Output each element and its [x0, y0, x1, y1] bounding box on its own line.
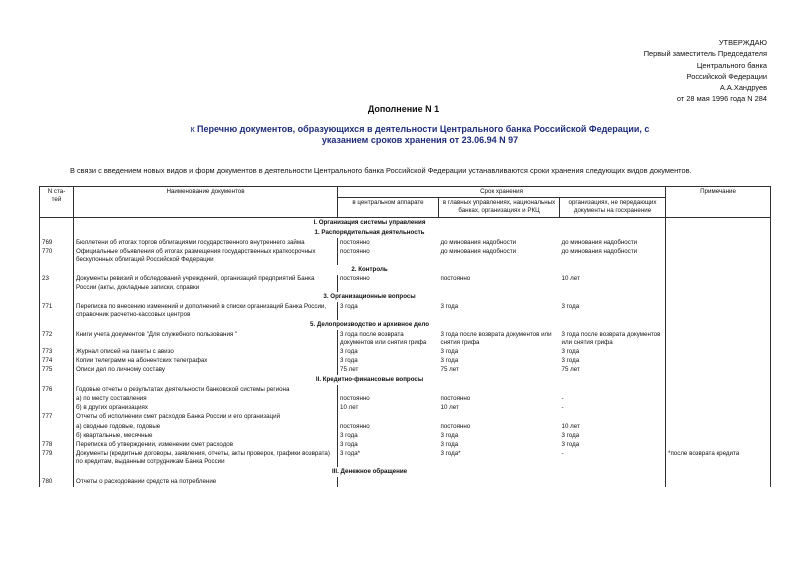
section-note-cell [666, 265, 771, 275]
central-office-period-cell: 3 года* [338, 450, 439, 467]
document-name-cell: а) сводные годовые, годовые [74, 422, 338, 431]
section-number-cell [40, 375, 74, 385]
document-name-cell: б) квартальные, месячные [74, 431, 338, 440]
central-office-period-cell: 10 лет [338, 404, 439, 413]
section-heading: III. Денежное обращение [74, 467, 666, 477]
document-name-cell: б) в других организациях [74, 404, 338, 413]
central-office-period-cell [338, 413, 439, 422]
approval-line: А.А.Хандруев [719, 83, 767, 93]
table-row [40, 302, 771, 319]
document-subtitle [170, 124, 670, 146]
article-number-cell: 776 [40, 385, 74, 394]
central-office-period-cell [338, 477, 439, 486]
table-row [40, 431, 771, 440]
article-number-cell [40, 422, 74, 431]
header-central-office: в центральном аппарате [338, 198, 439, 217]
main-departments-period-cell [439, 413, 560, 422]
document-name-cell: Переписка по внесению изменений и дополнений в списки организаций Банка России, справочник расчетно-кассовых центров [74, 302, 338, 319]
main-departments-period-cell: 3 года* [440, 450, 461, 458]
other-organizations-period-cell: 3 года [561, 431, 580, 439]
note-cell [666, 247, 771, 264]
table-row [40, 366, 771, 375]
approval-block [644, 37, 767, 105]
table-row [40, 413, 771, 422]
main-departments-period-cell: постоянно [440, 422, 471, 430]
header-other-organizations: организациях, не передающих документы на госхранение [560, 198, 666, 217]
note-cell [666, 404, 771, 413]
section-note-cell [666, 320, 771, 330]
document-name-cell: Официальные объявления об итогах размещения государственных краткосрочных бескупонных облигаций Российской Федерации [74, 247, 338, 264]
section-note-cell [666, 292, 771, 302]
header-storage-period: Срок хранения [338, 187, 666, 198]
other-organizations-period-cell: до минования надобности [561, 247, 638, 255]
note-cell [666, 431, 771, 440]
main-departments-period-cell: постоянно [440, 394, 471, 402]
table-row [40, 422, 771, 431]
document-name-cell: Отчеты о расходовании средств на потребление [74, 477, 338, 486]
approval-line: Центрального банка [696, 60, 767, 70]
document-name-cell: Бюллетени об итогах торгов облигациями государственного внутреннего займа [74, 238, 338, 247]
note-cell [666, 366, 771, 375]
subtitle-prefix: к [190, 124, 195, 134]
note-cell [666, 302, 771, 319]
document-name-cell: Копии телеграмм на абонентских телеграфах [74, 357, 338, 366]
table-row [40, 477, 771, 486]
table-row [40, 440, 771, 449]
other-organizations-period-cell: 3 года после возврата документов или снятия грифа [561, 330, 661, 346]
section-heading: II. Кредитно-финансовые вопросы [74, 375, 666, 385]
main-departments-period-cell: до минования надобности [440, 247, 517, 255]
approval-line: от 28 мая 1996 года N 284 [676, 94, 767, 104]
article-number-cell: 770 [40, 247, 74, 264]
table-row [40, 394, 771, 403]
section-note-cell [666, 228, 771, 238]
central-office-period-cell: 3 года [338, 347, 439, 356]
intro-paragraph: В связи с введением новых видов и форм документов в деятельности Центрального банка Российской Федерации устанавливаются сроки хранения следующих видов документов. [70, 166, 692, 175]
note-cell [666, 422, 771, 431]
header-number: N ста- тей [40, 187, 74, 218]
article-number-cell [40, 404, 74, 413]
section-heading: 5. Делопроизводство и архивное дело [74, 320, 666, 330]
other-organizations-period-cell: 3 года [561, 347, 580, 355]
section-number-cell [40, 228, 74, 238]
other-organizations-period-cell [560, 477, 666, 486]
section-note-cell [666, 217, 771, 228]
main-departments-period-cell [439, 385, 560, 394]
section-heading: 2. Контроль [74, 265, 666, 275]
central-office-period-cell: постоянно [338, 422, 439, 431]
section-row [40, 292, 771, 302]
table-row [40, 347, 771, 356]
document-name-cell: Журнал описей на пакеты с авизо [74, 347, 338, 356]
main-departments-period-cell: 3 года [440, 347, 459, 355]
article-number-cell: 774 [40, 357, 74, 366]
section-number-cell [40, 217, 74, 228]
table-row [40, 404, 771, 413]
header-note: Примечание [666, 187, 771, 218]
article-number-cell: 779 [40, 450, 74, 467]
note-cell [666, 347, 771, 356]
main-departments-period-cell: 75 лет [440, 366, 459, 374]
document-name-cell: Книги учета документов "Для служебного пользования " [74, 330, 338, 347]
document-name-cell: а) по месту составления [74, 394, 338, 403]
table-row [40, 385, 771, 394]
central-office-period-cell: 75 лет [338, 366, 439, 375]
note-cell [666, 330, 771, 347]
other-organizations-period-cell: - [561, 404, 564, 412]
section-heading: I. Организация системы управления [74, 217, 666, 228]
document-name-cell: Годовые отчеты о результатах деятельности банковской системы региона [74, 385, 338, 394]
other-organizations-period-cell: 10 лет [561, 275, 580, 283]
section-heading: 1. Распорядительная деятельность [74, 228, 666, 238]
main-departments-period-cell: 3 года [440, 440, 459, 448]
article-number-cell: 772 [40, 330, 74, 347]
central-office-period-cell: 3 года после возврата документов или снятия грифа [338, 330, 439, 347]
other-organizations-period-cell: 75 лет [561, 366, 580, 374]
central-office-period-cell: постоянно [338, 238, 439, 247]
main-departments-period-cell: 3 года [440, 302, 459, 310]
section-row [40, 320, 771, 330]
main-departments-period-cell: до минования надобности [440, 238, 517, 246]
table-row [40, 238, 771, 247]
section-note-cell [666, 375, 771, 385]
other-organizations-period-cell: 10 лет [561, 422, 580, 430]
header-document-name: Наименование документов [74, 187, 338, 218]
section-note-cell [666, 467, 771, 477]
other-organizations-period-cell: 3 года [561, 302, 580, 310]
other-organizations-period-cell [560, 413, 666, 422]
article-number-cell: 775 [40, 366, 74, 375]
central-office-period-cell: постоянно [338, 394, 439, 403]
other-organizations-period-cell: 3 года [561, 357, 580, 365]
main-departments-period-cell: 3 года после возврата документов или снятия грифа [440, 330, 552, 346]
section-heading: 3. Организационные вопросы [74, 292, 666, 302]
main-departments-period-cell: 10 лет [440, 404, 459, 412]
document-name-cell: Переписка об утверждении, изменении смет расходов [74, 440, 338, 449]
central-office-period-cell: постоянно [338, 275, 439, 292]
note-cell [666, 357, 771, 366]
note-cell [666, 440, 771, 449]
section-row [40, 217, 771, 228]
other-organizations-period-cell: до минования надобности [561, 238, 638, 246]
note-cell [666, 413, 771, 422]
note-cell [666, 385, 771, 394]
article-number-cell: 777 [40, 413, 74, 422]
table-row [40, 450, 771, 467]
section-number-cell [40, 320, 74, 330]
section-row [40, 467, 771, 477]
document-title: Дополнение N 1 [367, 104, 440, 114]
section-number-cell [40, 292, 74, 302]
article-number-cell: 778 [40, 440, 74, 449]
other-organizations-period-cell [560, 385, 666, 394]
other-organizations-period-cell: - [561, 394, 564, 402]
table-row [40, 247, 771, 264]
section-row [40, 228, 771, 238]
table-row [40, 357, 771, 366]
section-row [40, 265, 771, 275]
article-number-cell [40, 394, 74, 403]
main-departments-period-cell: постоянно [440, 275, 471, 283]
central-office-period-cell: 3 года [338, 440, 439, 449]
table-row [40, 330, 771, 347]
document-name-cell: Отчеты об исполнении смет расходов Банка России и его организаций [74, 413, 338, 422]
storage-table [39, 186, 771, 487]
article-number-cell: 23 [40, 275, 74, 292]
note-cell [666, 275, 771, 292]
central-office-period-cell [338, 385, 439, 394]
approval-line: Первый заместитель Председателя [643, 49, 767, 59]
document-name-cell: Документы ревизий и обследований учреждений, организаций предприятий Банка России (акты, докладные записки, справки [74, 275, 338, 292]
section-number-cell [40, 265, 74, 275]
article-number-cell: 771 [40, 302, 74, 319]
article-number-cell: 769 [40, 238, 74, 247]
central-office-period-cell: 3 года [338, 431, 439, 440]
document-name-cell: Описи дел по личному составу [74, 366, 338, 375]
central-office-period-cell: 3 года [338, 302, 439, 319]
approval-line: УТВЕРЖДАЮ [718, 38, 767, 47]
subtitle-link[interactable]: Перечню документов, образующихся в деятельности Центрального банка Российской Федерации, с указанием сроков хранения от 23.06.94 N 97 [197, 124, 650, 145]
table-row [40, 275, 771, 292]
other-organizations-period-cell: 3 года [561, 440, 580, 448]
header-main-departments: в главных управлениях, национальных банках, организациях и РКЦ [439, 198, 560, 217]
main-departments-period-cell: 3 года [440, 431, 459, 439]
approval-line: Российской Федерации [686, 71, 767, 81]
article-number-cell: 780 [40, 477, 74, 486]
note-cell [666, 238, 771, 247]
note-cell: *после возврата кредита [666, 450, 771, 467]
main-departments-period-cell [439, 477, 560, 486]
document-name-cell: Документы (кредитные договоры, заявления, отчеты, акты проверок, графики возврата) по кредитам, выданным сотрудникам Банка России [74, 450, 338, 467]
section-number-cell [40, 467, 74, 477]
note-cell [666, 477, 771, 486]
main-departments-period-cell: 3 года [440, 357, 459, 365]
central-office-period-cell: 3 года [338, 357, 439, 366]
article-number-cell: 773 [40, 347, 74, 356]
section-row [40, 375, 771, 385]
note-cell [666, 394, 771, 403]
article-number-cell [40, 431, 74, 440]
central-office-period-cell: постоянно [338, 247, 439, 264]
other-organizations-period-cell: - [561, 450, 564, 458]
